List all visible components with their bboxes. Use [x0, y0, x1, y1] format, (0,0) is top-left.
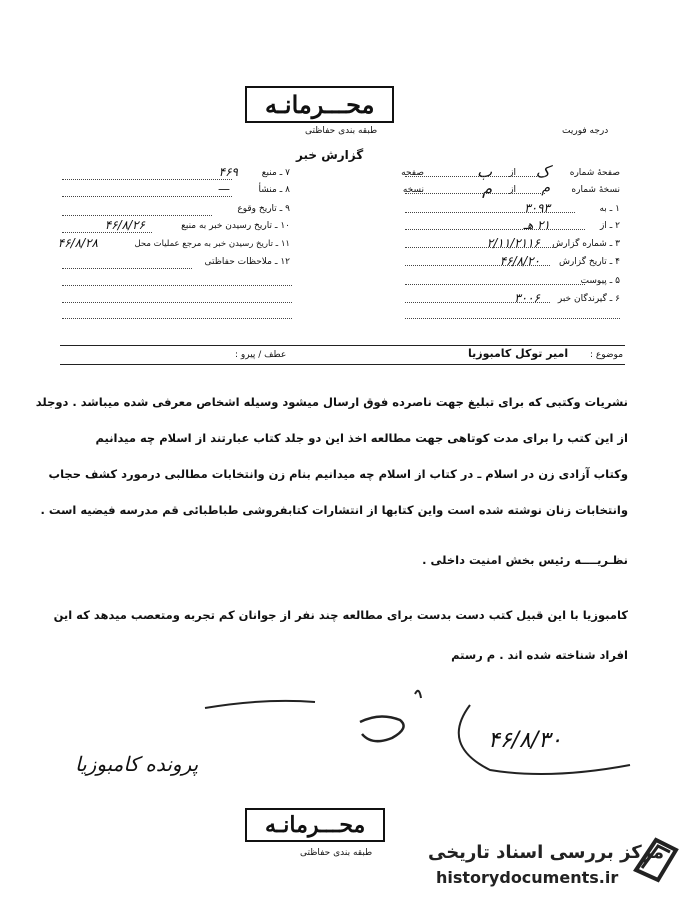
priority-label: درجه فوریت — [562, 126, 609, 136]
field-label: ۱۱ ـ تاریخ رسیدن خبر به مرجع عملیات محل — [134, 239, 290, 249]
body-line: از این کتب را برای مدت کوتاهی جهت مطالعه اخذ این دو جلد کتاب عبارتند از اسلام چه میدانیم — [95, 431, 628, 445]
field-from — [400, 218, 620, 235]
leader-line — [62, 232, 152, 233]
watermark-url: historydocuments.ir — [436, 868, 619, 887]
field-label: ۸ ـ منشأ — [258, 185, 290, 195]
field-report-number — [400, 236, 620, 253]
field-recipients — [400, 291, 620, 308]
leader-line — [405, 284, 585, 285]
field-label: ۹ ـ تاریخ وقوع — [237, 204, 290, 214]
field-received-ops — [40, 236, 290, 253]
field-value: — — [218, 182, 230, 196]
field-value: ۴۶۹ — [218, 165, 238, 179]
field-suffix: صفحه — [401, 168, 424, 178]
field-label: نسخهٔ شماره — [571, 185, 620, 195]
leader-line — [405, 302, 550, 303]
field-value: ۴۶/۸/۲۰ — [499, 254, 540, 268]
field-value: ۴۶/۸/۲۶ — [104, 218, 145, 232]
field-label: ۷ ـ منبع — [261, 168, 290, 178]
subject-rule-bottom — [60, 364, 625, 365]
leader-line — [62, 268, 192, 269]
field-label: ۱ ـ به — [599, 204, 620, 214]
field-label: صفحهٔ شماره — [569, 168, 620, 178]
leader-line — [62, 215, 212, 216]
field-value2: ب — [476, 162, 492, 181]
field-mid: از — [509, 185, 516, 195]
field-report-date — [400, 254, 620, 271]
leader-line — [405, 229, 585, 230]
body-line: وکتاب آزادی زن در اسلام ـ در کتاب از اسلام چه میدانیم بنام زن وانتخابات مطالبی درمورد کشف حجاب — [48, 467, 628, 481]
report-title: گزارش خبر — [296, 148, 364, 162]
opinion-heading: نظـریــــه رئیس بخش امنیت داخلی . — [422, 553, 628, 567]
field-label: ۳ ـ شماره گزارش — [552, 239, 620, 249]
field-value: ۲/۱۱/۲۱۱۶ — [486, 236, 540, 250]
subject-label: موضوع : — [590, 350, 624, 360]
leader-line — [405, 265, 550, 266]
subject-value: امیر توکل کامبوزیا — [468, 347, 569, 360]
field-mid: از — [509, 168, 516, 178]
classification-stamp-bottom: محـــرمانـه — [245, 808, 385, 842]
field-value2: م — [482, 179, 492, 198]
field-label: ۶ ـ گیرندگان خبر — [557, 294, 620, 304]
protection-level-label-top: طبقه بندی حفاظتی — [305, 126, 378, 136]
classification-stamp-top: محـــرمانـه — [245, 86, 394, 123]
leader-line — [62, 196, 232, 197]
leader-line — [405, 193, 545, 194]
leader-line — [405, 176, 545, 177]
field-value: ۴۶/۸/۲۸ — [57, 236, 98, 250]
field-value: م — [541, 180, 550, 196]
field-label: ۱۰ ـ تاریخ رسیدن خبر به منبع — [181, 221, 290, 231]
leader-line — [62, 285, 292, 286]
signature-date: ۴۶/۸/۳۰ — [488, 728, 562, 753]
field-label: ۴ ـ تاریخ گزارش — [558, 257, 620, 267]
leader-line — [405, 247, 555, 248]
field-label: ۲ ـ از — [599, 221, 620, 231]
field-page-number — [400, 162, 620, 182]
signature-mark — [200, 680, 640, 780]
right-fields — [400, 160, 620, 310]
field-value: ۲۱ هـ — [523, 218, 550, 232]
leader-line — [405, 318, 620, 319]
watermark-title: مرکز بررسی اسناد تاریخی — [428, 842, 665, 863]
body-line: وانتخابات زنان نوشته شده است واین کتابها از انتشارات کتابفروشی طباطبائی قم مدرسه فیضیه است . — [40, 503, 628, 517]
file-note: پرونده کامبوزیا — [75, 752, 199, 776]
leader-line — [62, 318, 292, 319]
field-copy-number — [400, 179, 620, 199]
field-label: ۵ ـ پیوست — [580, 276, 620, 286]
field-attachment — [400, 276, 620, 290]
subject-rule — [60, 345, 625, 346]
reference-label: عطف / پیرو : — [235, 350, 287, 360]
leader-line — [62, 302, 292, 303]
field-suffix: نسخه — [402, 185, 424, 195]
field-to — [400, 201, 620, 218]
leader-line — [62, 179, 232, 180]
field-value: ک — [535, 162, 550, 181]
opinion-line: افراد شناخته شده اند . م رستم — [451, 648, 628, 662]
opinion-line: کامبوزیا با این قبیل کتب دست بدست برای مطالعه چند نفر از جوانان کم تجربه ومتعصب میدهد که این — [53, 608, 628, 622]
leader-line — [405, 212, 575, 213]
field-value: ۳۰۰۶ — [514, 291, 540, 305]
protection-level-label-bottom: طبقه بندی حفاظتی — [300, 848, 373, 858]
body-line: نشریات وکتبی که برای تبلیغ جهت ناصرده فوق ارسال میشود وسیله اشخاص معرفی شده میباشد . دوجلد — [35, 395, 628, 409]
field-label: ۱۲ ـ ملاحظات حفاظتی — [204, 257, 290, 267]
field-value: ۳۰۹۳ — [524, 201, 550, 215]
